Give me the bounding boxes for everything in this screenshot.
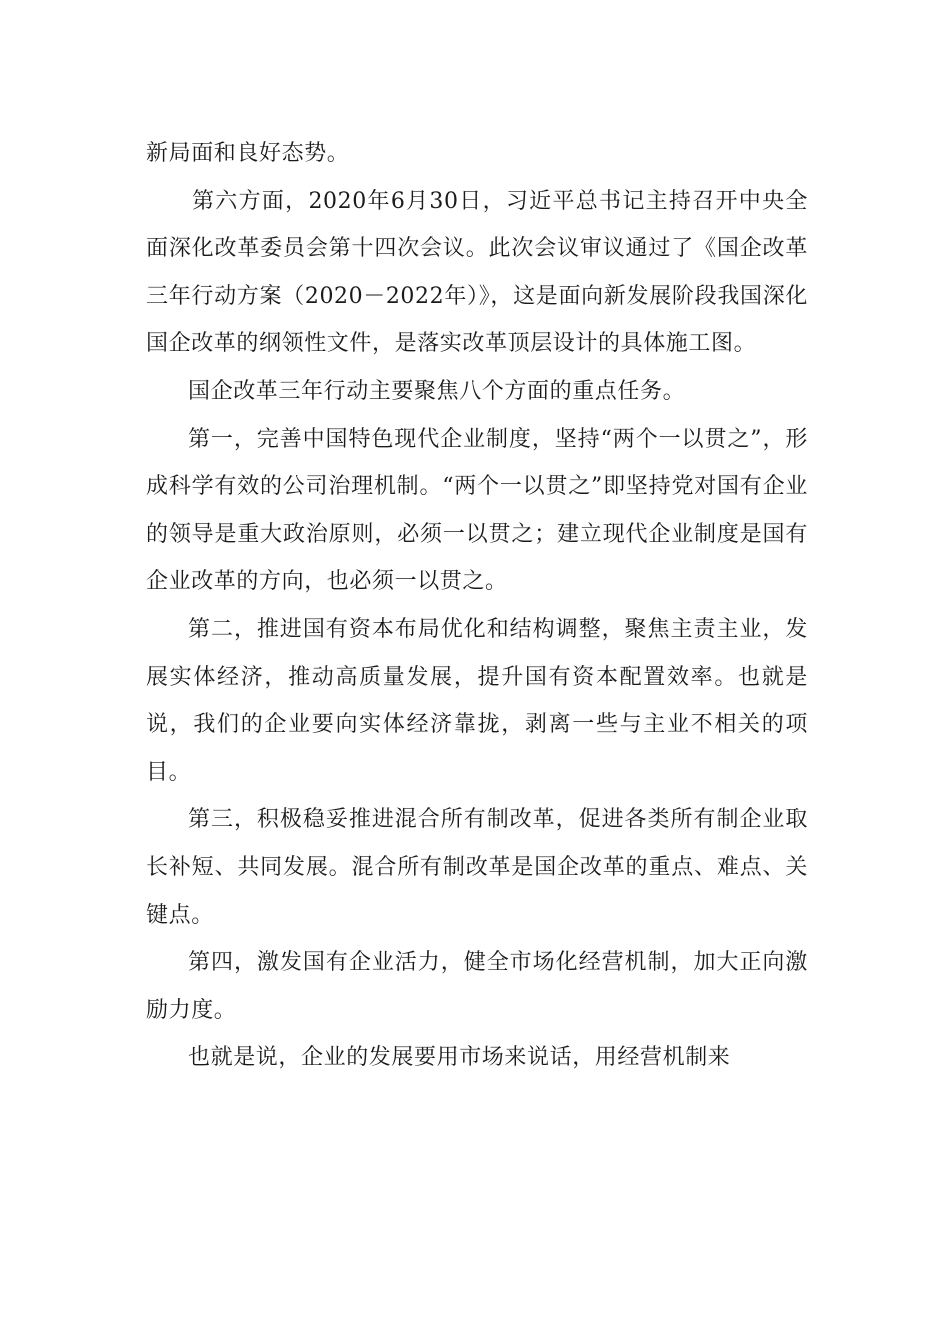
paragraph-sixth-aspect: 第六方面，2020年6月30日，习近平总书记主持召开中央全面深化改革委员会第十四次会议。此次会议审议通过了《国企改革三年行动方案（2020－2022年）》，这是面向新发展阶段我国深化国企改革的纲领性文件，是落实改革顶层设计的具体施工图。: [146, 188, 808, 357]
paragraph-continuation: 新局面和良好态势。: [146, 141, 350, 166]
paragraph-task-four: 第四，激发国有企业活力，健全市场化经营机制，加大正向激励力度。: [146, 950, 808, 1023]
document-body: [146, 130, 808, 1082]
paragraph-task-two: 第二，推进国有资本布局优化和结构调整，聚焦主责主业，发展实体经济，推动高质量发展，提升国有资本配置效率。也就是说，我们的企业要向实体经济靠拢，剥离一些与主业不相关的项目。: [146, 616, 808, 785]
paragraph-task-three: 第三，积极稳妥推进混合所有制改革，促进各类所有制企业取长补短、共同发展。混合所有制改革是国企改革的重点、难点、关键点。: [146, 807, 808, 928]
paragraph-market-mechanism: 也就是说，企业的发展要用市场来说话，用经营机制来: [188, 1045, 731, 1071]
paragraph-task-one: 第一，完善中国特色现代企业制度，坚持“两个一以贯之”，形成科学有效的公司治理机制。“两个一以贯之”即坚持党对国有企业的领导是重大政治原则，必须一以贯之；建立现代企业制度是国有企业改革的方向，也必须一以贯之。: [146, 426, 808, 595]
paragraph-eight-tasks: 国企改革三年行动主要聚焦八个方面的重点任务。: [188, 378, 686, 404]
